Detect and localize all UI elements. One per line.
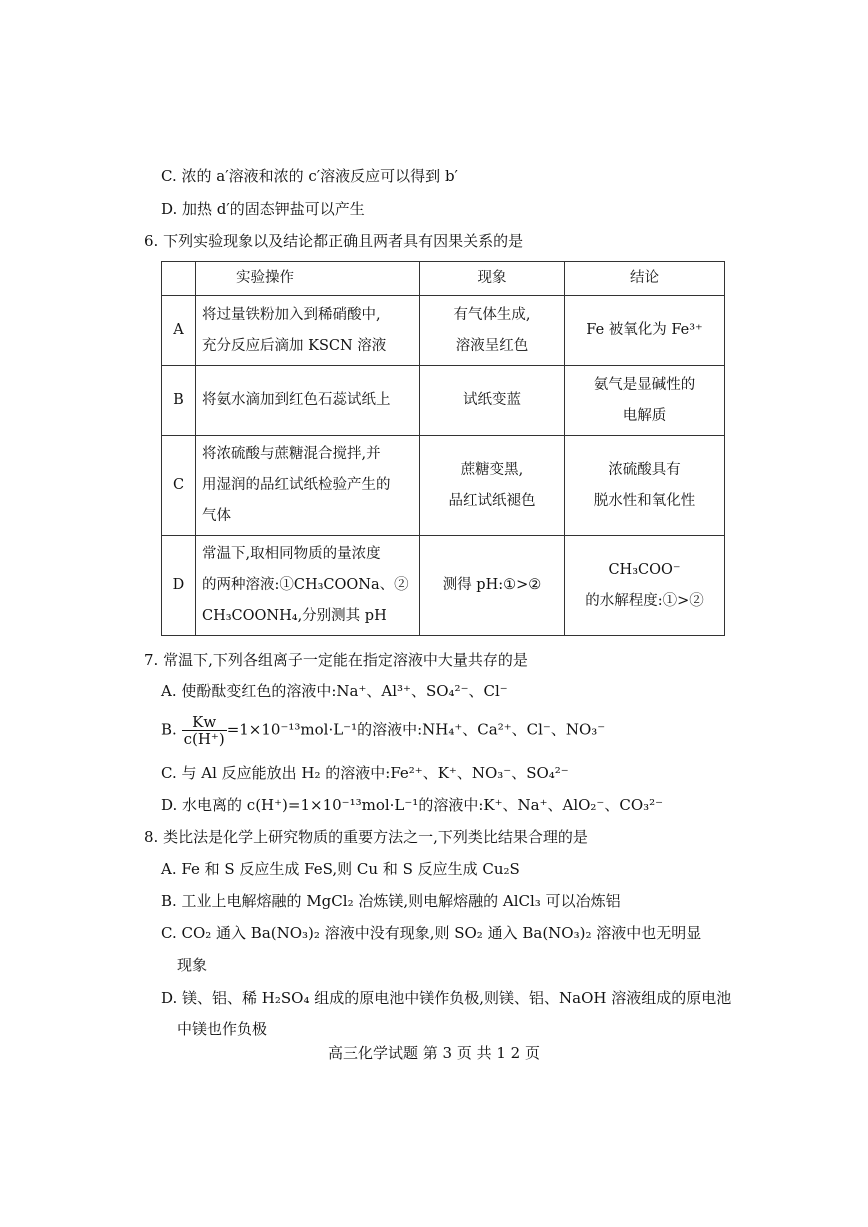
q8-option-a: A. Fe 和 S 反应生成 FeS,则 Cu 和 S 反应生成 Cu₂S bbox=[161, 860, 520, 878]
fraction-denominator: c(H⁺) bbox=[183, 730, 225, 748]
q7-option-d: D. 水电离的 c(H⁺)=1×10⁻¹³mol·L⁻¹的溶液中:K⁺、Na⁺、AlO₂⁻、CO₃²⁻ bbox=[161, 796, 664, 814]
cell-line: 脱水性和氧化性 bbox=[593, 492, 696, 509]
conclusion-cell bbox=[565, 366, 725, 436]
table-header-conclusion: 结论 bbox=[565, 262, 725, 296]
phenomenon-cell bbox=[420, 296, 565, 366]
cell-line: 溶液呈红色 bbox=[455, 337, 529, 354]
cell-line: CH₃COO⁻ bbox=[608, 561, 681, 578]
table-header-empty bbox=[162, 262, 196, 296]
q8-option-b: B. 工业上电解熔融的 MgCl₂ 冶炼镁,则电解熔融的 AlCl₃ 可以冶炼铝 bbox=[161, 892, 621, 910]
phenomenon-cell bbox=[420, 366, 565, 436]
table-header-phenomenon: 现象 bbox=[420, 262, 565, 296]
cell-line: 将浓硫酸与蔗糖混合搅拌,并 bbox=[202, 446, 381, 462]
row-label: D bbox=[162, 536, 196, 636]
cell-line: 有气体生成, bbox=[453, 306, 531, 323]
cell-line: Fe 被氧化为 Fe³⁺ bbox=[586, 322, 703, 338]
cell-line: 将氨水滴加到红色石蕊试纸上 bbox=[202, 392, 391, 408]
cell-line: 浓硫酸具有 bbox=[608, 461, 681, 478]
q8-option-c-line2: 现象 bbox=[177, 956, 208, 974]
row-label: A bbox=[162, 296, 196, 366]
table-row bbox=[162, 366, 725, 436]
conclusion-cell bbox=[565, 536, 725, 636]
q7-option-b bbox=[161, 714, 605, 747]
kw-fraction bbox=[182, 714, 227, 747]
cell-line: 充分反应后滴加 KSCN 溶液 bbox=[202, 337, 387, 354]
phenomenon-cell bbox=[420, 536, 565, 636]
cell-line: 的水解程度:①>② bbox=[585, 592, 704, 609]
q6-stem: 6. 下列实验现象以及结论都正确且两者具有因果关系的是 bbox=[144, 232, 524, 250]
q5-option-d: D. 加热 d′的固态钾盐可以产生 bbox=[161, 200, 365, 218]
operation-cell bbox=[196, 296, 420, 366]
q8-option-c-line1: C. CO₂ 通入 Ba(NO₃)₂ 溶液中没有现象,则 SO₂ 通入 Ba(NO₃)₂ 溶液中也无明显 bbox=[161, 924, 702, 942]
phenomenon-cell bbox=[420, 436, 565, 536]
table-row bbox=[162, 296, 725, 366]
q8-option-d-line1: D. 镁、铝、稀 H₂SO₄ 组成的原电池中镁作负极,则镁、铝、NaOH 溶液组成的原电池 bbox=[161, 989, 732, 1007]
cell-line: 常温下,取相同物质的量浓度 bbox=[202, 546, 381, 562]
operation-cell bbox=[196, 436, 420, 536]
cell-line: 氨气是显碱性的 bbox=[593, 376, 696, 393]
page-footer: 高三化学试题 第 3 页 共 1 2 页 bbox=[327, 1044, 540, 1062]
cell-line: 蔗糖变黑, bbox=[460, 461, 524, 478]
table-row bbox=[162, 536, 725, 636]
conclusion-cell bbox=[565, 436, 725, 536]
table-header-row bbox=[162, 262, 725, 296]
cell-line: 的两种溶液:①CH₃COONa、② bbox=[202, 577, 409, 593]
option-b-rest: =1×10⁻¹³mol·L⁻¹的溶液中:NH₄⁺、Ca²⁺、Cl⁻、NO₃⁻ bbox=[226, 720, 606, 739]
cell-line: 品红试纸褪色 bbox=[448, 492, 536, 509]
q8-stem: 8. 类比法是化学上研究物质的重要方法之一,下列类比结果合理的是 bbox=[144, 828, 588, 846]
q5-option-c: C. 浓的 a′溶液和浓的 c′溶液反应可以得到 b′ bbox=[161, 167, 458, 185]
cell-line: 测得 pH:①>② bbox=[442, 577, 542, 593]
row-label: C bbox=[162, 436, 196, 536]
cell-line: 用湿润的品红试纸检验产生的 bbox=[202, 477, 391, 493]
q7-stem: 7. 常温下,下列各组离子一定能在指定溶液中大量共存的是 bbox=[144, 651, 528, 669]
row-label: B bbox=[162, 366, 196, 436]
operation-cell bbox=[196, 366, 420, 436]
table-header-operation: 实验操作 bbox=[196, 262, 420, 296]
q8-option-d-line2: 中镁也作负极 bbox=[177, 1020, 268, 1038]
operation-cell bbox=[196, 536, 420, 636]
cell-line: CH₃COONH₄,分别测其 pH bbox=[202, 608, 387, 624]
table-row bbox=[162, 436, 725, 536]
conclusion-cell bbox=[565, 296, 725, 366]
q7-option-a: A. 使酚酞变红色的溶液中:Na⁺、Al³⁺、SO₄²⁻、Cl⁻ bbox=[161, 682, 508, 700]
q6-experiment-table bbox=[161, 261, 725, 636]
option-b-prefix: B. bbox=[161, 720, 177, 739]
q7-option-c: C. 与 Al 反应能放出 H₂ 的溶液中:Fe²⁺、K⁺、NO₃⁻、SO₄²⁻ bbox=[161, 764, 569, 782]
cell-line: 气体 bbox=[202, 508, 231, 524]
cell-line: 试纸变蓝 bbox=[463, 392, 521, 408]
fraction-numerator: Kw bbox=[182, 714, 227, 731]
cell-line: 电解质 bbox=[622, 407, 667, 424]
cell-line: 将过量铁粉加入到稀硝酸中, bbox=[202, 306, 381, 323]
